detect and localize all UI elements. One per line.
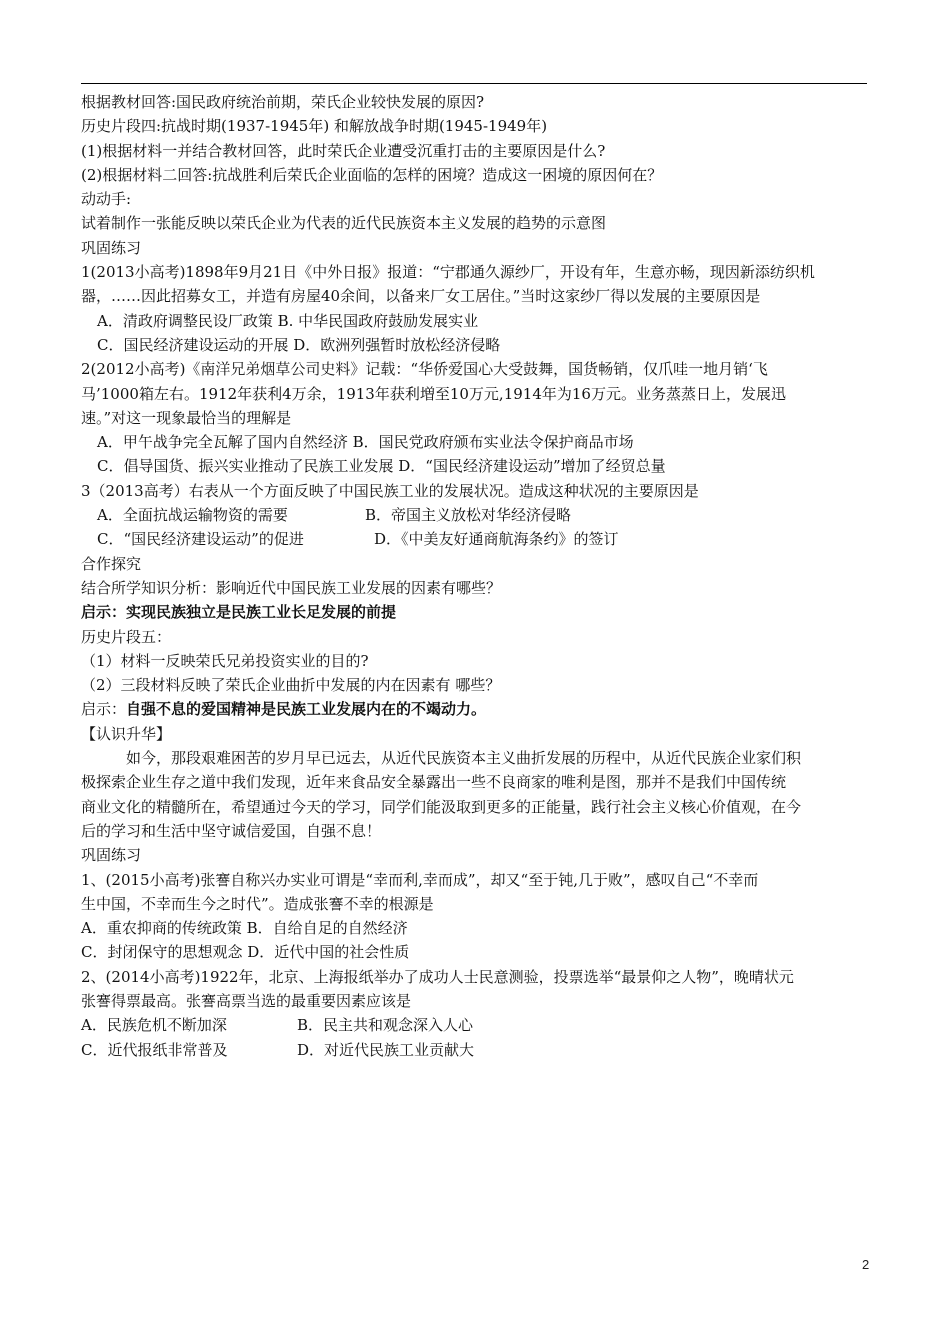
question-1-options: C．国民经济建设运动的开展 D．欧洲列强暂时放松经济侵略: [97, 335, 501, 354]
summary-paragraph: 商业文化的精髓所在，希望通过今天的学习，同学们能汲取到更多的正能量，践行社会主义核心价值观，在今: [81, 797, 802, 816]
question-2-stem: 速。”对这一现象最恰当的理解是: [81, 408, 292, 427]
option-d: D．对近代民族工业贡献大: [297, 1040, 475, 1059]
question-1-stem: 器，……因此招募女工，并造有房屋40余间，以备来厂女工居住。”当时这家纱厂得以发展的主要原因是: [81, 287, 761, 306]
question-4-options: A．重农抑商的传统政策 B．自给自足的自然经济: [81, 919, 408, 938]
section-heading: 【认识升华】: [81, 724, 172, 743]
question-4-options: C．封闭保守的思想观念 D．近代中国的社会性质: [81, 943, 410, 962]
text-line: 试着制作一张能反映以荣氏企业为代表的近代民族资本主义发展的趋势的示意图: [81, 214, 607, 233]
option-d: D．《中美友好通商航海条约》的签订: [374, 530, 619, 549]
text-line: 结合所学知识分析：影响近代中国民族工业发展的因素有哪些？: [81, 578, 502, 597]
question-5-stem: 2、(2014小高考)1922年，北京、上海报纸举办了成功人士民意测验，投票选举“最景仰之人物”，晚晴状元: [81, 967, 794, 986]
text-line: 动动手:: [81, 190, 132, 209]
option-c: C．“国民经济建设运动”的促进: [97, 530, 304, 549]
document-body: [81, 90, 871, 1062]
option-b: B．帝国主义放松对华经济侵略: [365, 506, 572, 525]
question-5-options: [81, 1013, 871, 1037]
insight-bold: 启示：实现民族独立是民族工业长足发展的前提: [81, 603, 397, 622]
question-2-options: C．倡导国货、振兴实业推动了民族工业发展 D．“国民经济建设运动”增加了经贸总量: [97, 457, 666, 476]
question-5-options: [81, 1038, 871, 1062]
question-3-options: [81, 527, 871, 551]
insight-line: 启示：自强不息的爱国精神是民族工业发展内在的不竭动力。: [81, 700, 487, 719]
text-line: (2)根据材料二回答:抗战胜利后荣氏企业面临的怎样的困境？造成这一困境的原因何在？: [81, 165, 663, 184]
summary-paragraph: 如今，那段艰难困苦的岁月早已远去，从近代民族资本主义曲折发展的历程中，从近代民族企业家们积: [126, 749, 802, 768]
page-number: 2: [862, 1257, 870, 1272]
question-1-stem: 1(2013小高考)1898年9月21日《中外日报》报道：“宁郡通久源纱厂，开设有年，生意亦畅，现因新添纺织机: [81, 263, 815, 282]
text-line: 历史片段四:抗战时期(1937-1945年) 和解放战争时期(1945-1949年): [81, 117, 548, 136]
question-2-stem: 2(2012小高考)《南洋兄弟烟草公司史料》记载：“华侨爱国心大受鼓舞，国货畅销，仅爪哇一地月销‘飞: [81, 360, 768, 379]
question-1-options: A．清政府调整民设厂政策 B. 中华民国政府鼓励发展实业: [97, 311, 479, 330]
section-heading: 巩固练习: [81, 846, 142, 865]
option-c: C．近代报纸非常普及: [81, 1040, 228, 1059]
text-line: 历史片段五：: [81, 627, 172, 646]
question-2-stem: 马’1000箱左右。1912年获利4万余，1913年获利増至10万元,1914年为16万元。业务蒸蒸日上，发展迅: [81, 384, 786, 403]
header-rule: [81, 83, 867, 84]
summary-paragraph: 极探索企业生存之道中我们发现，近年来食品安全暴露出一些不良商家的唯利是图，那并不是我们中国传统: [81, 773, 787, 792]
text-line: （1）材料一反映荣氏兄弟投资实业的目的?: [81, 651, 369, 670]
option-a: A．民族危机不断加深: [81, 1016, 227, 1035]
text-line: 根据教材回答:国民政府统治前期，荣氏企业较快发展的原因?: [81, 93, 485, 111]
question-4-stem: 生中国，不幸而生今之时代”。造成张謇不幸的根源是: [81, 894, 434, 913]
question-2-options: A．甲午战争完全瓦解了国内自然经济 B．国民党政府颁布实业法令保护商品市场: [97, 433, 634, 452]
section-heading: 巩固练习: [81, 238, 142, 257]
option-a: A．全面抗战运输物资的需要: [97, 506, 288, 525]
question-3-options: [81, 503, 871, 527]
option-b: B．民主共和观念深入人心: [297, 1016, 474, 1035]
text-line: (1)根据材料一并结合教材回答，此时荣氏企业遭受沉重打击的主要原因是什么?: [81, 141, 606, 160]
question-3-stem: 3（2013高考）右表从一个方面反映了中国民族工业的发展状况。造成这种状况的主要原因是: [81, 481, 699, 500]
text-line: （2）三段材料反映了荣氏企业曲折中发展的内在因素有 哪些？: [81, 676, 501, 695]
question-4-stem: 1、(2015小高考)张謇自称兴办实业可谓是“幸而利,幸而成”，却又“至于钝,几于败”，感叹自己“不幸而: [81, 870, 759, 889]
section-heading: 合作探究: [81, 554, 142, 573]
summary-paragraph: 后的学习和生活中坚守诚信爱国，自强不息！: [81, 821, 382, 840]
question-5-stem: 张謇得票最高。张謇高票当选的最重要因素应该是: [81, 991, 412, 1010]
